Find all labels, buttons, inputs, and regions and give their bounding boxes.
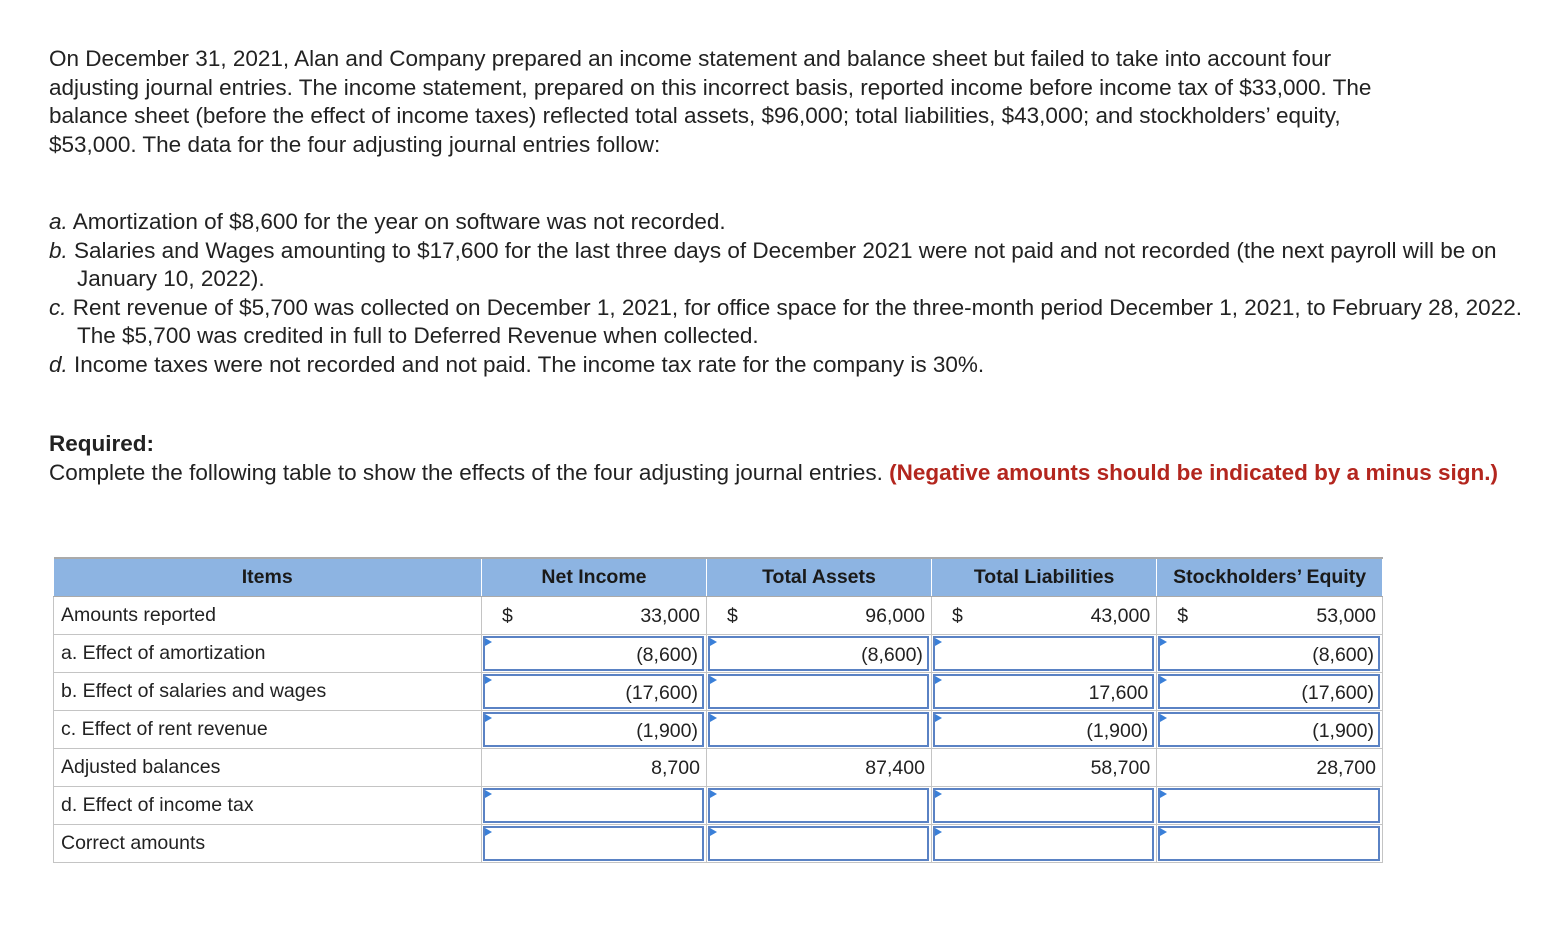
required-instructions xyxy=(49,459,1529,488)
total-liabilities-value: (1,900) xyxy=(1086,720,1149,742)
header-net-income: Net Income xyxy=(481,558,706,597)
total-liabilities-value: 58,700 xyxy=(1090,757,1151,779)
total-liabilities-input[interactable] xyxy=(933,636,1154,671)
input-marker xyxy=(710,714,717,722)
table-row xyxy=(54,787,1383,825)
input-marker xyxy=(935,790,942,798)
item-text: Income taxes were not recorded and not paid. The income tax rate for the company is 30%. xyxy=(74,351,985,377)
table-row xyxy=(54,749,1383,787)
stockholders-equity-cell xyxy=(1157,597,1383,635)
net-income-value: (17,600) xyxy=(625,682,698,704)
intro-line: On December 31, 2021, Alan and Company prepared an income statement and balance sheet but failed to take into account four xyxy=(49,46,1332,71)
input-marker xyxy=(935,638,942,646)
total-liabilities-value: 43,000 xyxy=(1090,605,1151,627)
stockholders-equity-input[interactable] xyxy=(1158,788,1380,823)
problem-intro xyxy=(49,45,1529,159)
required-text: Complete the following table to show the effects of the four adjusting journal entries. xyxy=(49,459,883,485)
input-marker xyxy=(710,676,717,684)
row-label: b. Effect of salaries and wages xyxy=(54,673,482,711)
input-marker xyxy=(710,790,717,798)
stockholders-equity-value: (17,600) xyxy=(1301,682,1374,704)
required-heading: Required: xyxy=(49,431,155,456)
stockholders-equity-value: (8,600) xyxy=(1312,644,1374,666)
header-total-liabilities: Total Liabilities xyxy=(931,558,1156,597)
stockholders-equity-input[interactable] xyxy=(1158,674,1380,709)
input-marker xyxy=(935,714,942,722)
header-items: Items xyxy=(54,558,482,597)
total-assets-cell xyxy=(706,597,931,635)
stockholders-equity-value: 53,000 xyxy=(1316,605,1376,627)
stockholders-equity-value: 28,700 xyxy=(1316,757,1376,779)
table-row xyxy=(54,635,1383,673)
header-total-assets: Total Assets xyxy=(706,558,931,597)
input-marker xyxy=(485,638,492,646)
total-assets-value: (8,600) xyxy=(861,644,923,666)
stockholders-equity-cell xyxy=(1157,749,1383,787)
item-letter: c. xyxy=(49,294,67,320)
input-marker xyxy=(1160,714,1167,722)
net-income-cell xyxy=(481,597,706,635)
table-row xyxy=(54,825,1383,863)
adjustment-item-a xyxy=(49,208,1529,237)
dollar-sign: $ xyxy=(951,605,963,627)
row-label: Correct amounts xyxy=(54,825,482,863)
intro-line: $53,000. The data for the four adjusting journal entries follow: xyxy=(49,131,661,157)
effects-table xyxy=(53,557,1383,863)
total-liabilities-input[interactable] xyxy=(933,674,1154,709)
total-assets-input[interactable] xyxy=(708,826,929,861)
adjustment-item-c xyxy=(49,294,1529,351)
input-marker xyxy=(710,828,717,836)
stockholders-equity-input[interactable] xyxy=(1158,826,1380,861)
total-liabilities-input[interactable] xyxy=(933,826,1154,861)
intro-line: adjusting journal entries. The income statement, prepared on this incorrect basis, reported income before income tax of $33,000. The xyxy=(49,74,1372,100)
net-income-value: (1,900) xyxy=(636,720,698,742)
required-note: (Negative amounts should be indicated by a minus sign.) xyxy=(889,459,1498,485)
row-label: Adjusted balances xyxy=(54,749,482,787)
dollar-sign: $ xyxy=(501,605,513,627)
net-income-input[interactable] xyxy=(483,636,704,671)
header-stockholders-equity: Stockholders’ Equity xyxy=(1157,558,1383,597)
table-row xyxy=(54,711,1383,749)
input-marker xyxy=(1160,790,1167,798)
row-label: d. Effect of income tax xyxy=(54,787,482,825)
input-marker xyxy=(1160,828,1167,836)
row-label: Amounts reported xyxy=(54,597,482,635)
input-marker xyxy=(485,828,492,836)
total-assets-value: 96,000 xyxy=(865,605,925,627)
input-marker xyxy=(1160,676,1167,684)
net-income-cell xyxy=(481,749,706,787)
net-income-input[interactable] xyxy=(483,674,704,709)
total-assets-value: 87,400 xyxy=(865,757,925,779)
item-text: Salaries and Wages amounting to $17,600 for the last three days of December 2021 were not paid and not recorded (the next payroll will be on January 10, 2022). xyxy=(74,237,1497,291)
total-assets-input[interactable] xyxy=(708,788,929,823)
total-liabilities-value: 17,600 xyxy=(1088,682,1149,704)
total-assets-cell xyxy=(706,749,931,787)
net-income-input[interactable] xyxy=(483,788,704,823)
net-income-value: 33,000 xyxy=(640,605,700,627)
input-marker xyxy=(485,790,492,798)
net-income-value: (8,600) xyxy=(636,644,698,666)
item-letter: d. xyxy=(49,351,68,377)
net-income-value: 8,700 xyxy=(651,757,700,779)
dollar-sign: $ xyxy=(1177,605,1189,627)
total-liabilities-input[interactable] xyxy=(933,712,1154,747)
row-label: a. Effect of amortization xyxy=(54,635,482,673)
stockholders-equity-input[interactable] xyxy=(1158,712,1380,747)
item-letter: a. xyxy=(49,209,68,234)
total-liabilities-input[interactable] xyxy=(933,788,1154,823)
net-income-input[interactable] xyxy=(483,826,704,861)
row-label: c. Effect of rent revenue xyxy=(54,711,482,749)
adjustment-item-d xyxy=(49,351,1529,380)
total-assets-input[interactable] xyxy=(708,712,929,747)
table-row xyxy=(54,673,1383,711)
required-section xyxy=(49,430,1529,487)
table-header-row xyxy=(54,558,1383,597)
net-income-input[interactable] xyxy=(483,712,704,747)
stockholders-equity-input[interactable] xyxy=(1158,636,1380,671)
item-text: Rent revenue of $5,700 was collected on December 1, 2021, for office space for the three-month period December 1, 2021, to February 28, 2022. The $5,700 was credited in full to Deferred Revenue when collected. xyxy=(72,294,1522,348)
total-liabilities-cell xyxy=(931,749,1156,787)
input-marker xyxy=(710,638,717,646)
input-marker xyxy=(485,676,492,684)
input-marker xyxy=(485,714,492,722)
input-marker xyxy=(935,676,942,684)
item-letter: b. xyxy=(49,237,68,263)
adjustments-list xyxy=(49,208,1529,379)
intro-line: balance sheet (before the effect of income taxes) reflected total assets, $96,000; total liabilities, $43,000; and stockholders’ equity, xyxy=(49,103,1341,128)
input-marker xyxy=(935,828,942,836)
dollar-sign: $ xyxy=(726,605,738,627)
item-text: Amortization of $8,600 for the year on software was not recorded. xyxy=(72,209,726,234)
total-assets-input[interactable] xyxy=(708,636,929,671)
total-liabilities-cell xyxy=(931,597,1156,635)
total-assets-input[interactable] xyxy=(708,674,929,709)
input-marker xyxy=(1160,638,1167,646)
adjustment-item-b xyxy=(49,237,1529,294)
stockholders-equity-value: (1,900) xyxy=(1312,720,1374,742)
table-row xyxy=(54,597,1383,635)
